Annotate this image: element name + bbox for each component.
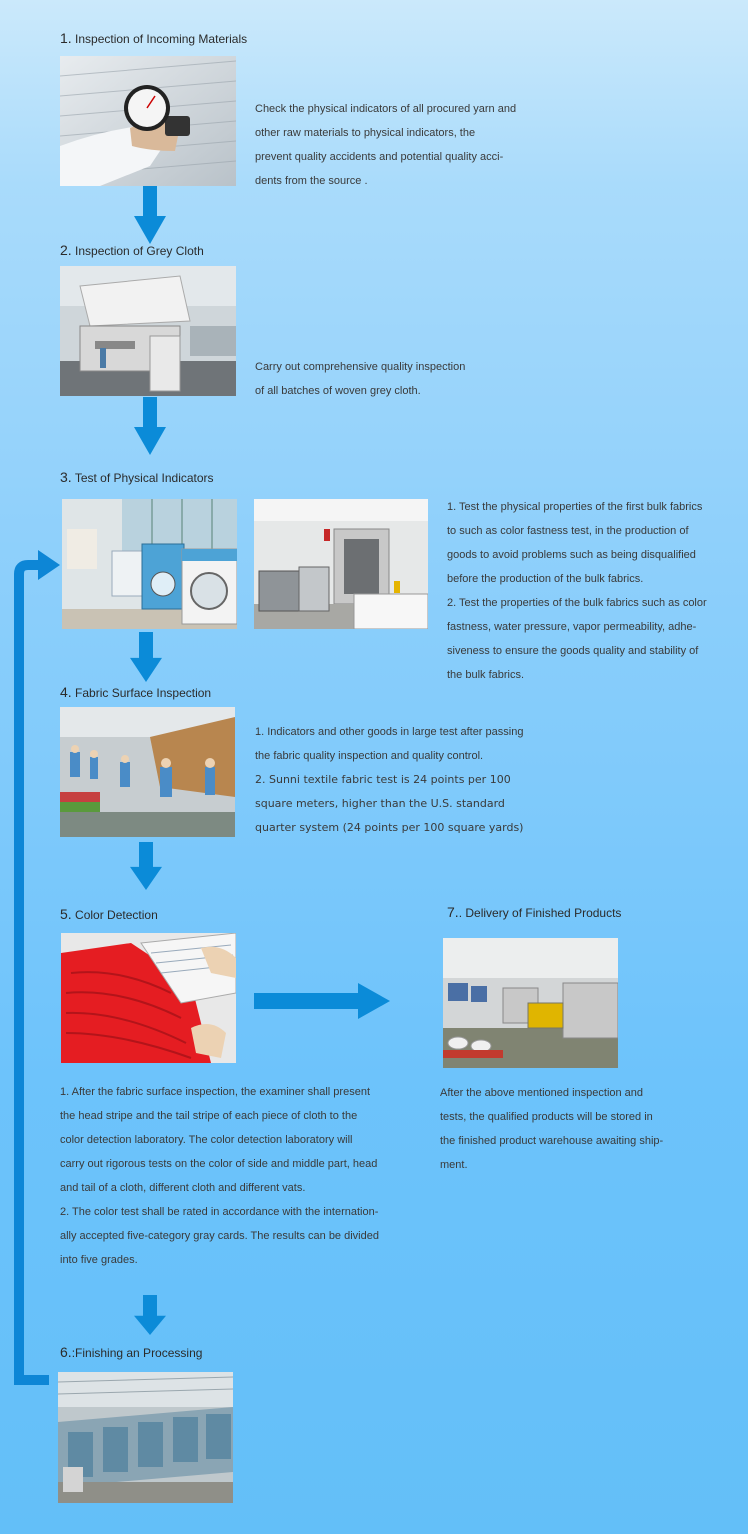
- step-number: 7.: [447, 904, 459, 920]
- arrow-down-icon: [134, 186, 166, 244]
- step-title-text: Inspection of Grey Cloth: [75, 244, 204, 258]
- step-1-description: [255, 97, 555, 193]
- arrow-down-icon: [134, 1295, 166, 1335]
- step-number: 4.: [60, 684, 72, 700]
- step-title-text: Fabric Surface Inspection: [75, 686, 212, 700]
- text-line: 2. Sunni textile fabric test is 24 points per 100: [255, 773, 511, 786]
- testing-room-photo: [254, 499, 428, 629]
- step-7-description: [440, 1081, 720, 1177]
- step-title-text: :Finishing an Processing: [71, 1346, 203, 1360]
- text-line: 2. The color test shall be rated in accordance with the internation-: [60, 1206, 379, 1218]
- grey-cloth-inspection-photo: [60, 266, 236, 396]
- finishing-processing-photo: [58, 1372, 233, 1503]
- step-title-text: Inspection of Incoming Materials: [75, 32, 248, 46]
- step-5-title: [60, 906, 158, 922]
- text-line: Carry out comprehensive quality inspection: [255, 361, 466, 373]
- text-line: before the production of the bulk fabrics.: [447, 573, 644, 585]
- step-title-text: Test of Physical Indicators: [74, 471, 214, 485]
- color-detection-photo: [61, 933, 236, 1063]
- step-1-title: [60, 30, 247, 46]
- text-line: the finished product warehouse awaiting ship-: [440, 1135, 664, 1147]
- text-line: square meters, higher than the U.S. standard: [255, 797, 505, 810]
- incoming-materials-photo: [60, 56, 236, 186]
- text-line: 2. Test the properties of the bulk fabrics such as color: [447, 597, 707, 609]
- washing-machines-lab-photo: [62, 499, 237, 629]
- text-line: the fabric quality inspection and quality control.: [255, 750, 484, 762]
- arrow-down-icon: [134, 397, 166, 455]
- step-7-title: [447, 904, 621, 920]
- text-line: fastness, water pressure, vapor permeability, adhe-: [447, 621, 697, 633]
- text-line: 1. Indicators and other goods in large test after passing: [255, 726, 524, 738]
- text-line: the head stripe and the tail stripe of each piece of cloth to the: [60, 1110, 358, 1122]
- text-line: the bulk fabrics.: [447, 669, 525, 681]
- text-line: other raw materials to physical indicators, the: [255, 127, 476, 139]
- step-4-title: [60, 684, 211, 700]
- text-line: prevent quality accidents and potential quality acci-: [255, 151, 504, 163]
- arrow-down-icon: [130, 842, 162, 890]
- text-line: 1. After the fabric surface inspection, the examiner shall present: [60, 1086, 370, 1098]
- fabric-surface-inspection-photo: [60, 707, 235, 837]
- text-line: ment.: [440, 1159, 468, 1171]
- step-3-title: [60, 469, 214, 485]
- text-line: Check the physical indicators of all procured yarn and: [255, 103, 517, 115]
- finished-products-warehouse-photo: [443, 938, 618, 1068]
- text-line: and tail of a cloth, different cloth and different vats.: [60, 1182, 306, 1194]
- step-2-title: [60, 242, 204, 258]
- text-line: quarter system (24 points per 100 square yards): [255, 821, 524, 834]
- step-number: 1.: [60, 30, 72, 46]
- step-title-text: . Delivery of Finished Products: [458, 906, 622, 920]
- text-line: carry out rigorous tests on the color of side and middle part, head: [60, 1158, 378, 1170]
- text-line: into five grades.: [60, 1254, 138, 1266]
- text-line: goods to avoid problems such as being disqualified: [447, 549, 696, 561]
- text-line: dents from the source .: [255, 175, 368, 187]
- step-number: 3.: [60, 469, 72, 485]
- text-line: to such as color fastness test, in the production of: [447, 525, 689, 537]
- arrow-down-icon: [130, 632, 162, 682]
- step-5-description: [60, 1080, 420, 1272]
- text-line: 1. Test the physical properties of the first bulk fabrics: [447, 501, 703, 513]
- step-3-description: [447, 495, 747, 687]
- step-number: 2.: [60, 242, 72, 258]
- step-number: 5.: [60, 906, 72, 922]
- step-6-title: [60, 1344, 202, 1360]
- text-line: color detection laboratory. The color detection laboratory will: [60, 1134, 353, 1146]
- text-line: ally accepted five-category gray cards. The results can be divided: [60, 1230, 379, 1242]
- step-4-description: [255, 720, 555, 840]
- text-line: tests, the qualified products will be stored in: [440, 1111, 653, 1123]
- step-title-text: Color Detection: [75, 908, 158, 922]
- text-line: siveness to ensure the goods quality and stability of: [447, 645, 699, 657]
- step-2-description: [255, 355, 515, 403]
- arrow-right-icon: [254, 983, 390, 1019]
- text-line: of all batches of woven grey cloth.: [255, 385, 421, 397]
- step-number: 6.: [60, 1344, 72, 1360]
- text-line: After the above mentioned inspection and: [440, 1087, 644, 1099]
